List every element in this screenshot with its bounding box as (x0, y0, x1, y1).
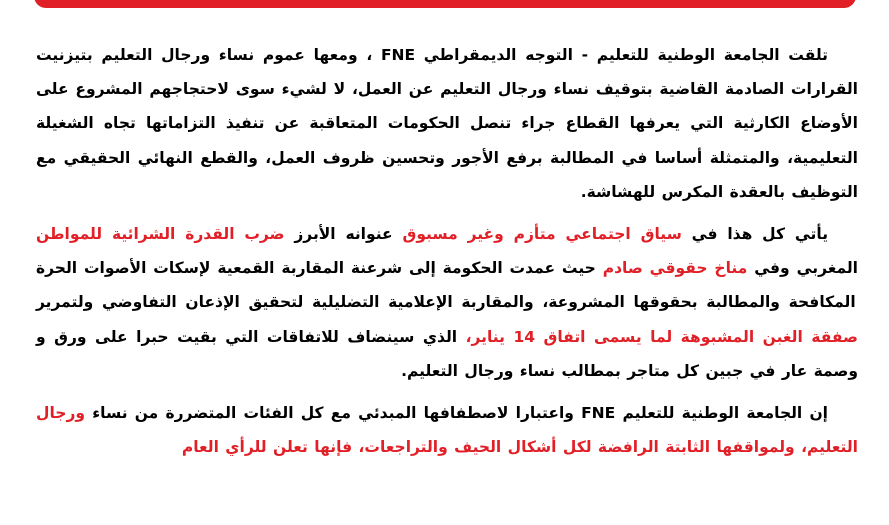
paragraph-2 (36, 217, 858, 388)
text-segment: يأتي كل هذا في (681, 225, 829, 244)
highlighted-phrase: ورجال التعليم، ولمواقفها الثابتة الرافضة لكل أشكال الحيف والتراجعات، فإنها تعلن للرأي العام (36, 404, 858, 457)
text-segment: إن الجامعة الوطنية للتعليم FNE واعتبارا لاصطفافها المبدئي مع كل الفئات المتضررة من نساء (85, 404, 828, 423)
highlighted-phrase: صفقة الغبن المشبوهة لما يسمى اتفاق 14 يناير، (465, 327, 858, 346)
highlighted-phrase: ضرب القدرة الشرائية للمواطن (36, 225, 285, 244)
paragraph-1 (36, 38, 858, 209)
statement-document (36, 38, 858, 464)
highlighted-phrase: سياق اجتماعي متأزم وغير مسبوق (402, 225, 682, 244)
highlighted-phrase: مناخ حقوقي صادم (602, 259, 748, 278)
text-segment: عنوانه الأبرز (284, 225, 393, 244)
text-segment: حيث عمدت الحكومة إلى شرعنة المقاربة القمعية لإسكات الأصوات الحرة المكافحة والمطالبة بحقوقها المشروعة، والمقاربة الإعلامية التضليلية لتحقيق الإذعان التفاوضي ولتمرير (36, 259, 856, 312)
header-red-band (34, 0, 856, 8)
paragraph-3 (36, 396, 858, 464)
text-segment: المغربي وفي (747, 259, 858, 278)
text-segment: الذي سينضاف للاتفاقات التي بقيت حبرا على ورق و وصمة عار في جبين كل متاجر بمطالب نساء ورجال التعليم. (36, 327, 858, 380)
paragraph-1-text: تلقت الجامعة الوطنية للتعليم - التوجه الديمقراطي FNE ، ومعها عموم نساء ورجال التعليم بتيزنيت القرارات الصادمة القاضية بتوقيف نساء ورجال التعليم عن العمل، لا لشيء سوى لاحتجاجهم المشروع على الأوضاع الكارثية التي يعرفها القطاع جراء تنصل الحكومات المتعاقبة عن تنفيذ التزاماتها تجاه الشغيلة التعليمية، والمتمثلة أساسا في المطالبة برفع الأجور وتحسين ظروف العمل، والقطع النهائي الحقيقي مع التوظيف بالعقدة المكرس للهشاشة. (36, 46, 858, 201)
